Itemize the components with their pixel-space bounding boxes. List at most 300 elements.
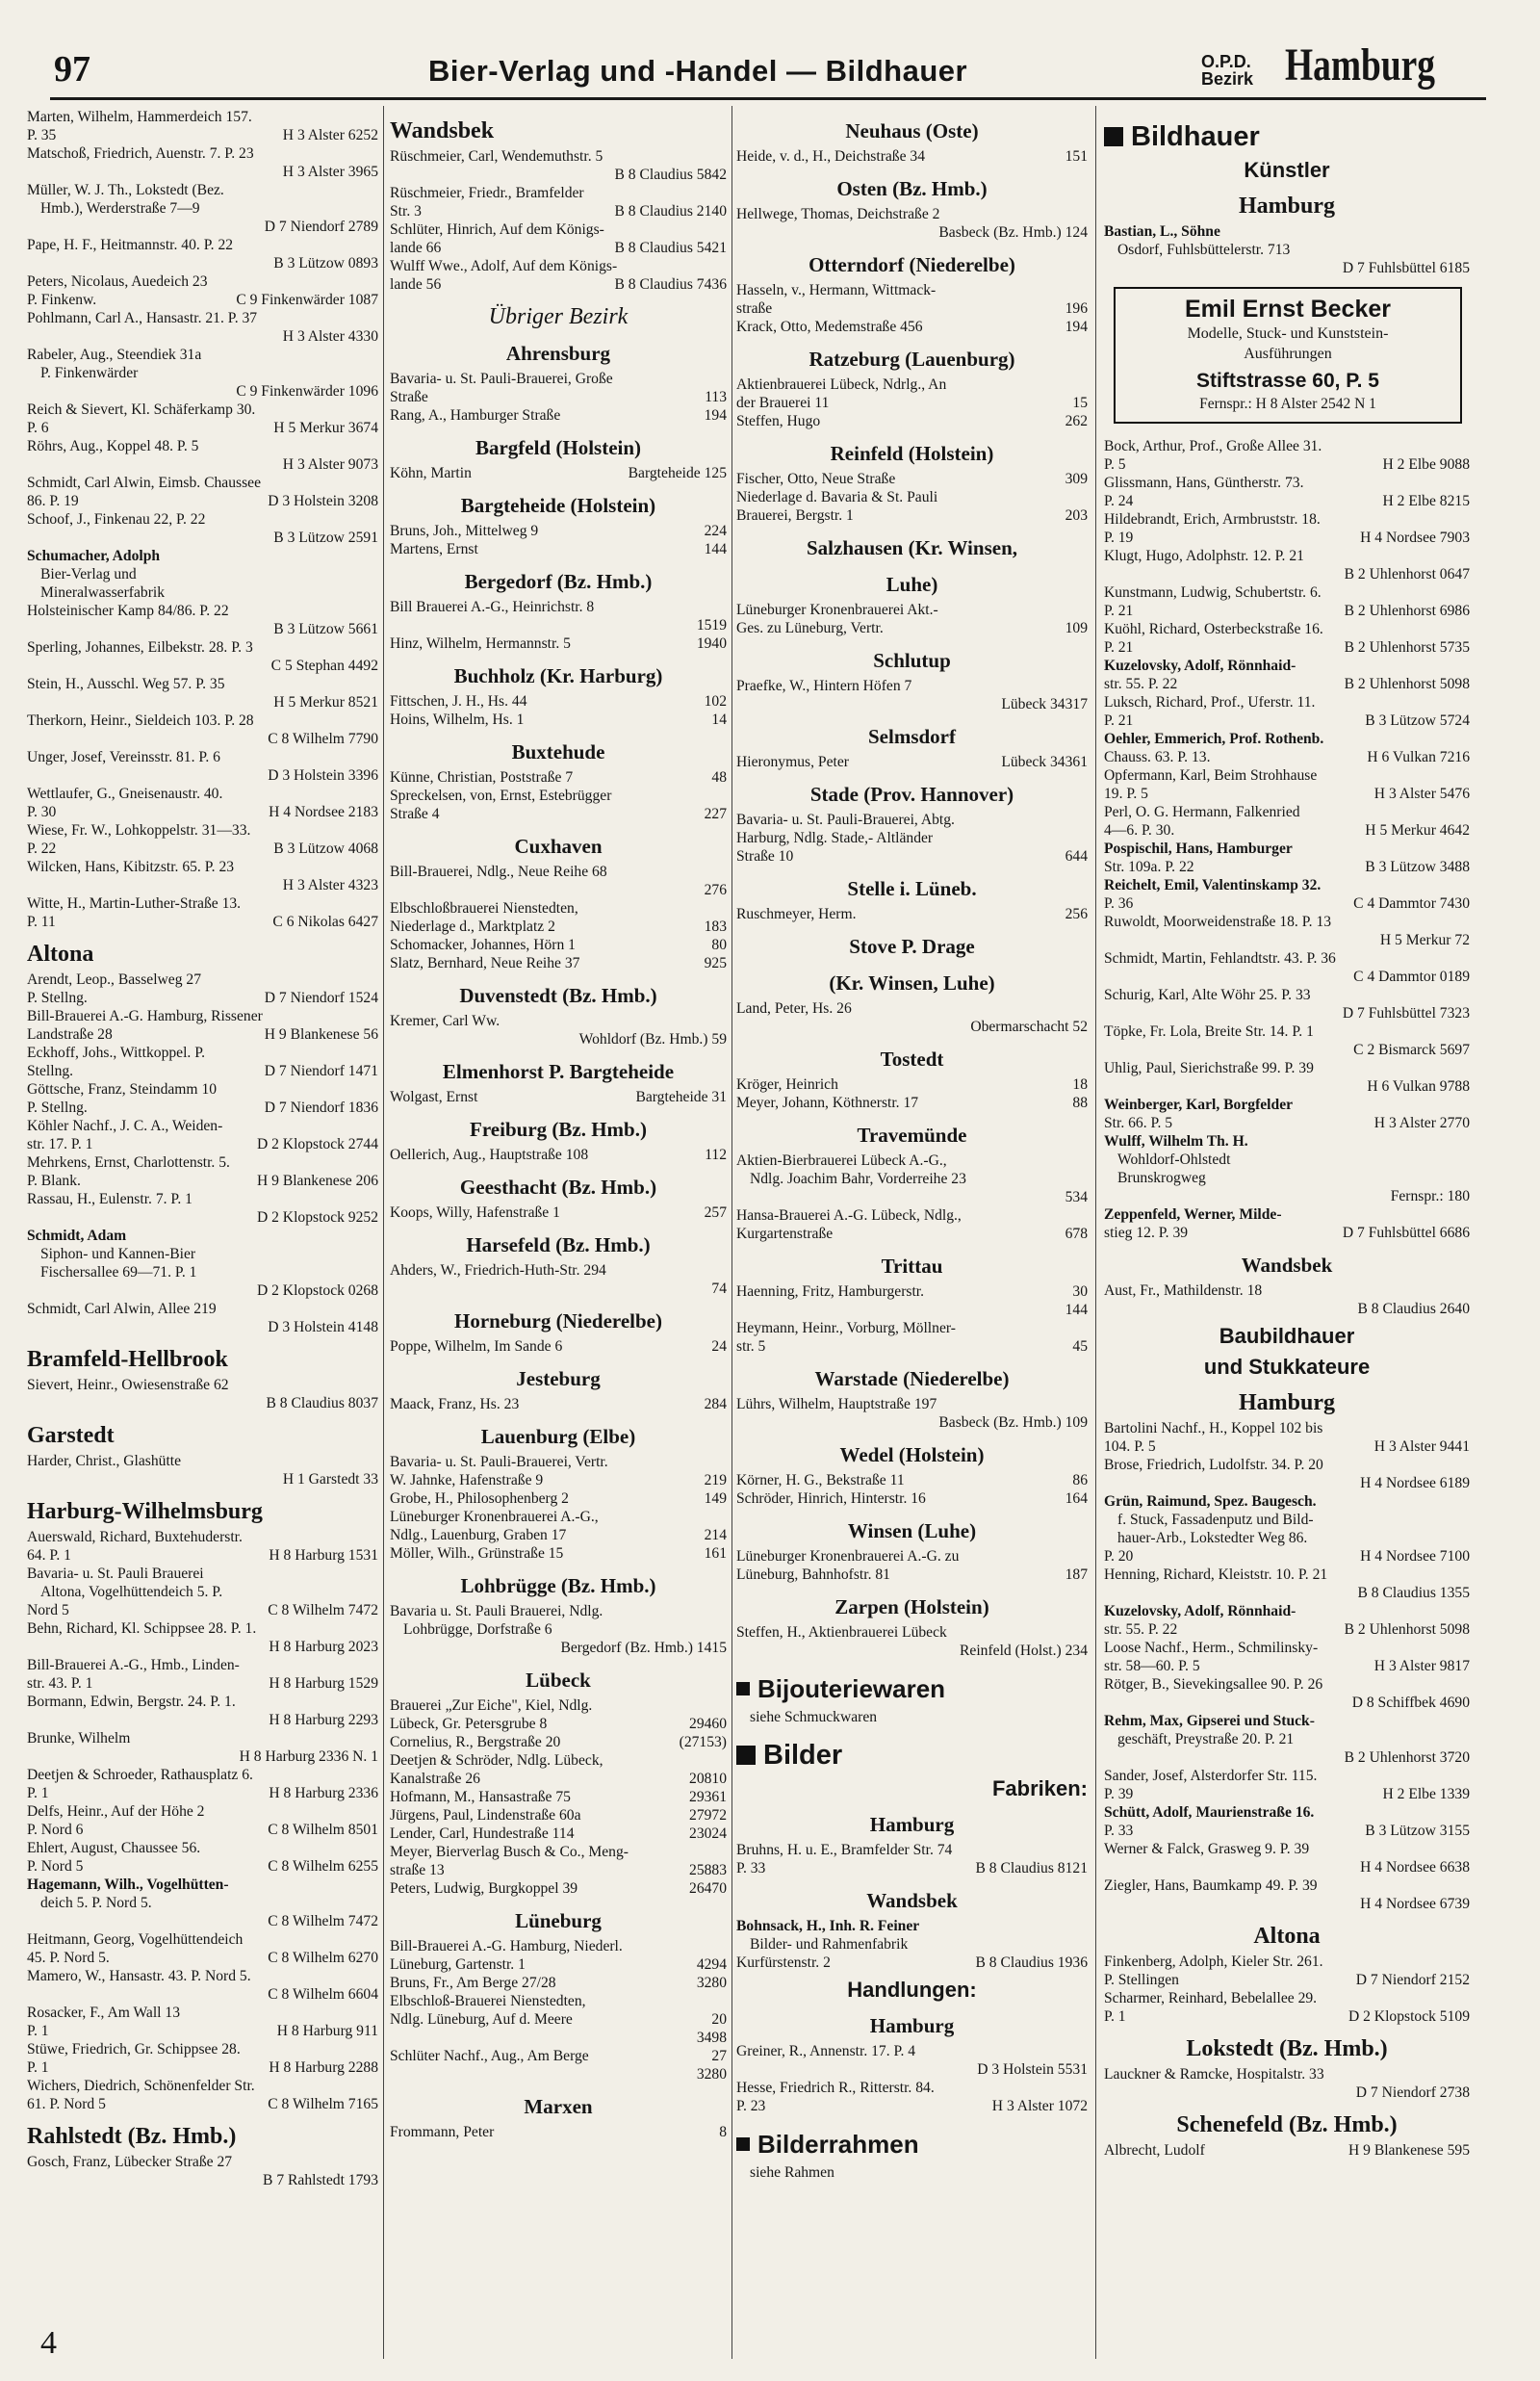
listing-text: P. 1 xyxy=(27,2023,49,2039)
listing-line: hauer-Arb., Lokstedter Weg 86. xyxy=(1117,1530,1308,1546)
listing-text: P. Nord 6 xyxy=(27,1822,84,1838)
phone-number: 144 xyxy=(704,541,727,557)
listing-line xyxy=(27,1062,378,1080)
place-heading: Stelle i. Lüneb. xyxy=(847,877,977,900)
listing-text: Frommann, Peter xyxy=(390,2124,495,2140)
listing-text: der Brauerei 11 xyxy=(736,395,830,411)
listing-line xyxy=(736,470,1088,488)
phone-number: H 8 Harburg 2336 xyxy=(269,1785,378,1801)
category-subheading: Handlungen: xyxy=(847,1978,977,2002)
square-bullet-icon xyxy=(1104,127,1123,146)
listing-line: Glissmann, Hans, Güntherstr. 73. xyxy=(1104,475,1304,491)
phone-number: D 7 Niendorf 2789 xyxy=(264,219,378,235)
listing-line: Loose Nachf., Herm., Schmilinsky- xyxy=(1104,1640,1319,1656)
place-heading: Selmsdorf xyxy=(868,725,956,748)
phone-number: C 8 Wilhelm 7790 xyxy=(268,731,378,747)
listing-line: Harder, Christ., Glashütte xyxy=(27,1453,182,1469)
place-heading: Lübeck xyxy=(526,1669,591,1692)
listing-line xyxy=(390,1088,727,1106)
listing-line: Praefke, W., Hintern Höfen 7 xyxy=(736,678,912,694)
listing-line: Osdorf, Fuhlsbüttelerstr. 713 xyxy=(1117,242,1291,258)
listing-line: Wohldorf-Ohlstedt xyxy=(1117,1152,1231,1168)
listing-line: Rüschmeier, Friedr., Bramfelder xyxy=(390,185,584,201)
listing-line: Bormann, Edwin, Bergstr. 24. P. 1. xyxy=(27,1694,236,1710)
listing-line: Bier-Verlag und xyxy=(40,566,137,582)
listing-line xyxy=(1104,821,1470,840)
listing-line xyxy=(736,1094,1088,1112)
listing-line: Bruhns, H. u. E., Bramfelder Str. 74 xyxy=(736,1842,953,1858)
phone-number: 256 xyxy=(1065,906,1088,922)
listing-line: Lüneburger Kronenbrauerei A.-G. zu xyxy=(736,1548,960,1565)
listing-line: Lüneburger Kronenbrauerei A.-G., xyxy=(390,1509,599,1525)
listing-line xyxy=(27,989,378,1007)
listing-text: Fischer, Otto, Neue Straße xyxy=(736,471,896,487)
phone-number: C 8 Wilhelm 7472 xyxy=(268,1913,378,1929)
phone-number: D 7 Fuhlsbüttel 6185 xyxy=(1342,260,1470,276)
phone-number: 102 xyxy=(704,693,727,710)
listing-line xyxy=(390,464,727,482)
listing-line: Scharmer, Reinhard, Bebelallee 29. xyxy=(1104,1990,1318,2006)
listing-text: stieg 12. P. 39 xyxy=(1104,1225,1189,1241)
listing-text: Kurfürstenstr. 2 xyxy=(736,1954,831,1971)
ad-line: Ausführungen xyxy=(1244,346,1332,362)
phone-number: C 8 Wilhelm 6604 xyxy=(268,1986,378,2003)
phone-number: B 8 Claudius 5842 xyxy=(614,167,727,183)
place-heading: Neuhaus (Oste) xyxy=(845,119,979,142)
phone-number: C 8 Wilhelm 7472 xyxy=(268,1602,378,1618)
phone-number: 678 xyxy=(1065,1226,1088,1242)
listing-line xyxy=(27,1674,378,1693)
place-heading: Horneburg (Niederelbe) xyxy=(454,1309,662,1333)
listing-text: Landstraße 28 xyxy=(27,1026,113,1043)
listing-line xyxy=(736,506,1088,525)
phone-number: 149 xyxy=(704,1490,727,1507)
listing-name: Zeppenfeld, Werner, Milde- xyxy=(1104,1206,1282,1223)
listing-line: Meyer, Bierverlag Busch & Co., Meng- xyxy=(390,1844,629,1860)
listing-line xyxy=(390,1489,727,1508)
listing-text: Hoins, Wilhelm, Hs. 1 xyxy=(390,712,525,728)
phone-number: H 8 Harburg 1529 xyxy=(269,1675,378,1692)
listing-line: Bavaria- u. St. Pauli-Brauerei, Abtg. xyxy=(736,812,955,828)
section-title: Bilder xyxy=(763,1740,843,1771)
place-heading: Freiburg (Bz. Hmb.) xyxy=(470,1118,647,1141)
column-divider xyxy=(1095,106,1096,2359)
place-heading: Lüneburg xyxy=(515,1909,602,1932)
phone-number: H 3 Alster 4323 xyxy=(282,877,378,893)
category-subheading: und Stukkateure xyxy=(1203,1355,1371,1379)
phone-number: H 3 Alster 4330 xyxy=(282,328,378,345)
listing-line: Brose, Friedrich, Ludolfstr. 34. P. 20 xyxy=(1104,1457,1323,1473)
phone-number: 23024 xyxy=(689,1825,727,1842)
phone-number: H 8 Harburg 1531 xyxy=(269,1547,378,1564)
column-1 xyxy=(27,108,378,2189)
listing-name: Schmidt, Adam xyxy=(27,1228,127,1244)
phone-number: 534 xyxy=(1065,1189,1088,1205)
listing-text: Meyer, Johann, Köthnerstr. 17 xyxy=(736,1095,919,1111)
listing-line xyxy=(390,805,727,823)
listing-line: Marten, Wilhelm, Hammerdeich 157. xyxy=(27,109,252,125)
listing-text: Str. 3 xyxy=(390,203,422,220)
listing-line: Rassau, H., Eulenstr. 7. P. 1 xyxy=(27,1191,192,1207)
listing-line: Bock, Arthur, Prof., Große Allee 31. xyxy=(1104,438,1322,454)
phone-number: 27972 xyxy=(689,1807,727,1824)
phone-number: D 7 Niendorf 1471 xyxy=(264,1063,378,1079)
advertisement-box xyxy=(1114,287,1462,424)
listing-line xyxy=(27,291,378,309)
place-heading: Bergedorf (Bz. Hmb.) xyxy=(464,570,653,593)
listing-text: 104. P. 5 xyxy=(1104,1438,1156,1455)
listing-line: Henning, Richard, Kleiststr. 10. P. 21 xyxy=(1104,1566,1328,1583)
listing-text: Hinz, Wilhelm, Hermannstr. 5 xyxy=(390,635,571,652)
listing-line: Klugt, Hugo, Adolphstr. 12. P. 21 xyxy=(1104,548,1304,564)
phone-number: 86 xyxy=(1072,1472,1088,1488)
listing-line: Wettlaufer, G., Gneisenaustr. 40. xyxy=(27,786,223,802)
listing-line: Lüneburger Kronenbrauerei Akt.- xyxy=(736,602,938,618)
listing-text: P. Stellng. xyxy=(27,1100,88,1116)
place-heading: Reinfeld (Holstein) xyxy=(830,442,994,465)
listing-text: Ndlg., Lauenburg, Graben 17 xyxy=(390,1527,567,1543)
section-title: Bildhauer xyxy=(1131,121,1260,152)
listing-line: Holsteinischer Kamp 84/86. P. 22 xyxy=(27,603,229,619)
listing-line: Bill-Brauerei A.-G. Hamburg, Niederl. xyxy=(390,1938,623,1954)
phone-number: Basbeck (Bz. Hmb.) 109 xyxy=(938,1414,1088,1431)
listing-line xyxy=(736,1954,1088,1972)
phone-number: B 3 Lützow 2591 xyxy=(273,530,378,546)
phone-number: 88 xyxy=(1072,1095,1088,1111)
listing-line: Harburg, Ndlg. Stade,- Altländer xyxy=(736,830,934,846)
listing-text: P. Stellng. xyxy=(27,990,88,1006)
square-bullet-icon xyxy=(736,1682,750,1695)
region-title: Hamburg xyxy=(1285,39,1436,91)
phone-number: 18 xyxy=(1072,1076,1088,1093)
listing-text: P. 21 xyxy=(1104,603,1134,619)
listing-text: Brauerei, Bergstr. 1 xyxy=(736,507,854,524)
listing-text: str. 55. P. 22 xyxy=(1104,676,1178,692)
phone-number: H 2 Elbe 8215 xyxy=(1382,493,1470,509)
section-heading xyxy=(1104,121,1470,152)
listing-text: 45. P. Nord 5. xyxy=(27,1950,110,1966)
listing-line: Schmidt, Martin, Fehlandtstr. 43. P. 36 xyxy=(1104,950,1336,967)
phone-number: 276 xyxy=(704,882,727,898)
phone-number: H 5 Merkur 72 xyxy=(1379,932,1470,948)
listing-text: lande 56 xyxy=(390,276,442,293)
listing-line xyxy=(390,1806,727,1825)
phone-number: B 2 Uhlenhorst 6986 xyxy=(1344,603,1470,619)
phone-number: 203 xyxy=(1065,507,1088,524)
place-heading: Buxtehude xyxy=(511,740,605,763)
listing-text: P. 33 xyxy=(736,1860,766,1876)
phone-number: D 2 Klopstock 0268 xyxy=(256,1282,378,1299)
listing-text: Kurgartenstraße xyxy=(736,1226,834,1242)
listing-line xyxy=(736,619,1088,637)
listing-line xyxy=(27,803,378,821)
phone-number: H 5 Merkur 4642 xyxy=(1365,822,1470,839)
phone-number: H 8 Harburg 2023 xyxy=(269,1639,378,1655)
listing-line xyxy=(27,492,378,510)
listing-text: Haenning, Fritz, Hamburgerstr. xyxy=(736,1283,925,1300)
listing-line: Bill-Brauerei A.-G. Hamburg, Rissener xyxy=(27,1008,263,1024)
listing-text: straße 13 xyxy=(390,1862,445,1878)
listing-line: Bavaria- u. St. Pauli-Brauerei, Vertr. xyxy=(390,1454,608,1470)
phone-number: H 3 Alster 3965 xyxy=(282,164,378,180)
listing-name: Reichelt, Emil, Valentinskamp 32. xyxy=(1104,877,1322,893)
listing-line: Matschoß, Friedrich, Auenstr. 7. P. 23 xyxy=(27,145,254,162)
phone-number: D 2 Klopstock 2744 xyxy=(256,1136,378,1152)
listing-text: Lender, Carl, Hundestraße 114 xyxy=(390,1825,575,1842)
phone-number: D 7 Niendorf 1836 xyxy=(264,1100,378,1116)
place-heading: Cuxhaven xyxy=(514,835,603,858)
phone-number: (27153) xyxy=(679,1734,727,1750)
place-heading: Marxen xyxy=(524,2095,593,2118)
phone-number: C 8 Wilhelm 6270 xyxy=(268,1950,378,1966)
phone-number: 257 xyxy=(704,1204,727,1221)
listing-line xyxy=(390,954,727,972)
listing-line: Töpke, Fr. Lola, Breite Str. 14. P. 1 xyxy=(1104,1023,1314,1040)
region-subheading: Übriger Bezirk xyxy=(488,304,629,329)
listing-line xyxy=(390,406,727,425)
listing-line xyxy=(390,202,727,220)
listing-line: Rüschmeier, Carl, Wendemuthstr. 5 xyxy=(390,148,603,165)
column-3 xyxy=(736,108,1088,2182)
place-heading: Ahrensburg xyxy=(505,342,611,365)
listing-text: P. 35 xyxy=(27,127,57,143)
listing-name: Schumacher, Adolph xyxy=(27,548,161,564)
phone-number: 29460 xyxy=(689,1716,727,1732)
listing-line: Bilder- und Rahmenfabrik xyxy=(750,1936,909,1953)
phone-number: H 5 Merkur 8521 xyxy=(273,694,378,711)
place-heading: Otterndorf (Niederelbe) xyxy=(808,253,1015,276)
listing-line xyxy=(390,1526,727,1544)
phone-number: C 9 Finkenwärder 1096 xyxy=(236,383,378,400)
listing-line xyxy=(736,1471,1088,1489)
phone-number: 20 xyxy=(711,2011,727,2028)
listing-line: Perl, O. G. Hermann, Falkenried xyxy=(1104,804,1300,820)
phone-number: B 2 Uhlenhorst 3720 xyxy=(1344,1749,1470,1766)
listing-line xyxy=(736,847,1088,866)
listing-text: Rang, A., Hamburger Straße xyxy=(390,407,561,424)
place-heading: Duvenstedt (Bz. Hmb.) xyxy=(459,984,657,1007)
listing-line xyxy=(27,1784,378,1802)
listing-line xyxy=(736,753,1088,771)
phone-number: 187 xyxy=(1065,1566,1088,1583)
listing-line: Pape, H. F., Heitmannstr. 40. P. 22 xyxy=(27,237,234,253)
listing-line: Hansa-Brauerei A.-G. Lübeck, Ndlg., xyxy=(736,1207,962,1224)
section-heading xyxy=(736,1673,1088,1704)
listing-text: P. 24 xyxy=(1104,493,1134,509)
phone-number: H 4 Nordsee 6739 xyxy=(1360,1896,1470,1912)
listing-line: Lohbrügge, Dorfstraße 6 xyxy=(403,1621,552,1638)
place-heading: Lauenburg (Elbe) xyxy=(480,1425,636,1448)
listing-text: Maack, Franz, Hs. 23 xyxy=(390,1396,520,1412)
phone-number: 151 xyxy=(1065,148,1088,165)
listing-text: 4—6. P. 30. xyxy=(1104,822,1175,839)
listing-text: Wolgast, Ernst xyxy=(390,1089,478,1105)
listing-name: Weinberger, Karl, Borgfelder xyxy=(1104,1097,1294,1113)
phone-number: D 2 Klopstock 9252 xyxy=(256,1209,378,1226)
ad-street: Stiftstrasse 60, P. 5 xyxy=(1196,370,1379,392)
listing-line: Rabeler, Aug., Steendiek 31a xyxy=(27,347,202,363)
listing-line: Stein, H., Ausschl. Weg 57. P. 35 xyxy=(27,676,225,692)
listing-line xyxy=(27,1025,378,1044)
listing-line: Hellwege, Thomas, Deichstraße 2 xyxy=(736,206,940,222)
listing-name: Wulff, Wilhelm Th. H. xyxy=(1104,1133,1248,1150)
phone-number: C 4 Dammtor 7430 xyxy=(1353,895,1470,912)
place-heading: Tostedt xyxy=(880,1048,944,1071)
place-heading: Stade (Prov. Hannover) xyxy=(809,783,1014,806)
phone-number: H 4 Nordsee 6638 xyxy=(1360,1859,1470,1876)
phone-number: C 8 Wilhelm 6255 xyxy=(268,1858,378,1875)
phone-number: D 3 Holstein 5531 xyxy=(977,2061,1088,2078)
category-subheading: Fabriken: xyxy=(991,1776,1088,1800)
phone-number: 284 xyxy=(704,1396,727,1412)
place-heading: Salzhausen (Kr. Winsen, xyxy=(806,536,1017,559)
phone-number: 25883 xyxy=(689,1862,727,1878)
phone-number: 219 xyxy=(704,1472,727,1488)
listing-line xyxy=(736,2097,1088,2115)
listing-line xyxy=(390,1733,727,1751)
section-heading xyxy=(736,2129,1088,2160)
phone-number: C 4 Dammtor 0189 xyxy=(1353,969,1470,985)
listing-text: Niederlage d., Marktplatz 2 xyxy=(390,919,555,935)
place-heading: Elmenhorst P. Bargteheide xyxy=(442,1060,675,1083)
listing-line: Wiese, Fr. W., Lohkoppelstr. 31—33. xyxy=(27,822,251,839)
phone-number: C 8 Wilhelm 7165 xyxy=(268,2096,378,2112)
listing-line xyxy=(390,239,727,257)
listing-line: Therkorn, Heinr., Sieldeich 103. P. 28 xyxy=(27,712,254,729)
phone-number: H 8 Harburg 2293 xyxy=(269,1712,378,1728)
listing-text: Jürgens, Paul, Lindenstraße 60a xyxy=(390,1807,581,1824)
listing-line: Bill-Brauerei A.-G., Hmb., Linden- xyxy=(27,1657,240,1673)
listing-line: Lauckner & Ramcke, Hospitalstr. 33 xyxy=(1104,2066,1324,2083)
phone-number: C 8 Wilhelm 8501 xyxy=(268,1822,378,1838)
place-heading: Ratzeburg (Lauenburg) xyxy=(808,348,1015,371)
listing-text: lande 66 xyxy=(390,240,442,256)
listing-line: Unger, Josef, Vereinsstr. 81. P. 6 xyxy=(27,749,220,765)
listing-text: Poppe, Wilhelm, Im Sande 6 xyxy=(390,1338,563,1355)
listing-text: P. Blank. xyxy=(27,1173,81,1189)
listing-line: Kunstmann, Ludwig, Schubertstr. 6. xyxy=(1104,584,1322,601)
phone-number: B 8 Claudius 8121 xyxy=(975,1860,1088,1876)
listing-line xyxy=(390,1146,727,1164)
place-heading: Zarpen (Holstein) xyxy=(834,1595,989,1618)
listing-line xyxy=(390,2010,727,2029)
phone-number: H 2 Elbe 1339 xyxy=(1382,1786,1470,1802)
listing-line: Göttsche, Franz, Steindamm 10 xyxy=(27,1081,218,1098)
listing-line: Pohlmann, Carl A., Hansastr. 21. P. 37 xyxy=(27,310,258,326)
listing-line xyxy=(390,540,727,558)
place-heading: Osten (Bz. Hmb.) xyxy=(836,177,988,200)
listing-text: Deetjen & Schröder, Ndlg. Lübeck, xyxy=(390,1752,603,1769)
listing-line xyxy=(390,1825,727,1843)
listing-line: Schmidt, Carl Alwin, Allee 219 xyxy=(27,1301,217,1317)
listing-text: P. 36 xyxy=(1104,895,1134,912)
phone-number: H 3 Alster 9817 xyxy=(1373,1658,1470,1674)
phone-number: 309 xyxy=(1065,471,1088,487)
listing-text: Steffen, Hugo xyxy=(736,413,821,429)
listing-line xyxy=(390,2047,727,2065)
place-heading: Schlutup xyxy=(873,649,951,672)
phone-number: 227 xyxy=(704,806,727,822)
listing-line xyxy=(736,394,1088,412)
listing-text: Albrecht, Ludolf xyxy=(1104,2142,1205,2159)
listing-text: 64. P. 1 xyxy=(27,1547,71,1564)
phone-number: D 3 Holstein 3208 xyxy=(268,493,378,509)
phone-number: B 8 Claudius 8037 xyxy=(266,1395,378,1411)
place-heading: Wedel (Holstein) xyxy=(839,1443,985,1466)
phone-number: 1519 xyxy=(696,617,727,634)
category-subheading: Baubildhauer xyxy=(1219,1324,1355,1348)
listing-line: siehe Schmuckwaren xyxy=(750,1709,878,1725)
phone-number: D 7 Fuhlsbüttel 7323 xyxy=(1342,1005,1470,1022)
listing-line xyxy=(1104,1785,1470,1803)
place-heading: Winsen (Luhe) xyxy=(847,1519,977,1542)
listing-line: Delfs, Heinr., Auf der Höhe 2 xyxy=(27,1803,205,1820)
listing-text: 61. P. Nord 5 xyxy=(27,2096,106,2112)
listing-line: Reich & Sievert, Kl. Schäferkamp 30. xyxy=(27,401,256,418)
section-title: Bijouteriewaren xyxy=(757,1674,946,1703)
listing-line xyxy=(27,1172,378,1190)
phone-number: D 7 Niendorf 1524 xyxy=(264,990,378,1006)
listing-text: P. Stellingen xyxy=(1104,1972,1179,1988)
phone-number: Bargteheide 125 xyxy=(628,465,727,481)
listing-line: Steffen, H., Aktienbrauerei Lübeck xyxy=(736,1624,947,1641)
listing-line xyxy=(736,1566,1088,1584)
place-heading: Buchholz (Kr. Harburg) xyxy=(453,664,663,687)
listing-line: Altona, Vogelhüttendeich 5. P. xyxy=(40,1584,223,1600)
column-4 xyxy=(1104,108,1470,2160)
listing-line xyxy=(27,126,378,144)
listing-line: Sperling, Johannes, Eilbekstr. 28. P. 3 xyxy=(27,639,253,656)
listing-line: Opfermann, Karl, Beim Strohhause xyxy=(1104,767,1318,784)
listing-line xyxy=(736,299,1088,318)
listing-text: P. 23 xyxy=(736,2098,766,2114)
listing-text: Ges. zu Lüneburg, Vertr. xyxy=(736,620,884,636)
listing-name: Schütt, Adolf, Maurienstraße 16. xyxy=(1104,1804,1315,1821)
category-subheading: Künstler xyxy=(1244,158,1330,182)
listing-text: Hieronymus, Peter xyxy=(736,754,849,770)
listing-text: Möller, Wilh., Grünstraße 15 xyxy=(390,1545,564,1562)
listing-line: geschäft, Preystraße 20. P. 21 xyxy=(1117,1731,1295,1747)
listing-line xyxy=(1104,638,1470,657)
listing-line: Mamero, W., Hansastr. 43. P. Nord 5. xyxy=(27,1968,251,1984)
listing-line xyxy=(390,1974,727,1992)
phone-number: 3280 xyxy=(696,2066,727,2083)
listing-line xyxy=(1104,1437,1470,1456)
listing-text: Nord 5 xyxy=(27,1602,69,1618)
phone-number: D 7 Fuhlsbüttel 6686 xyxy=(1342,1225,1470,1241)
phone-number: B 3 Lützow 3155 xyxy=(1365,1823,1470,1839)
listing-line xyxy=(736,1337,1088,1356)
place-heading: Warstade (Niederelbe) xyxy=(814,1367,1010,1390)
place-heading: Geesthacht (Bz. Hmb.) xyxy=(459,1176,657,1199)
place-heading: Harsefeld (Bz. Hmb.) xyxy=(466,1233,651,1256)
listing-line xyxy=(1104,894,1470,913)
listing-line xyxy=(1104,1224,1470,1242)
listing-line xyxy=(1104,492,1470,510)
listing-name: Hagemann, Wilh., Vogelhütten- xyxy=(27,1876,229,1893)
listing-text: Peters, Ludwig, Burgkoppel 39 xyxy=(390,1880,578,1897)
place-heading: Garstedt xyxy=(27,1423,115,1448)
listing-line: Greiner, R., Annenstr. 17. P. 4 xyxy=(736,2043,916,2059)
phone-number: 194 xyxy=(704,407,727,424)
phone-number: H 1 Garstedt 33 xyxy=(282,1471,378,1488)
listing-line: Land, Peter, Hs. 26 xyxy=(736,1000,852,1017)
phone-number: D 3 Holstein 4148 xyxy=(268,1319,378,1335)
phone-number: 15 xyxy=(1072,395,1088,411)
listing-name: Oehler, Emmerich, Prof. Rothenb. xyxy=(1104,731,1324,747)
listing-line xyxy=(27,2058,378,2077)
listing-line: Werner & Falck, Grasweg 9. P. 39 xyxy=(1104,1841,1310,1857)
